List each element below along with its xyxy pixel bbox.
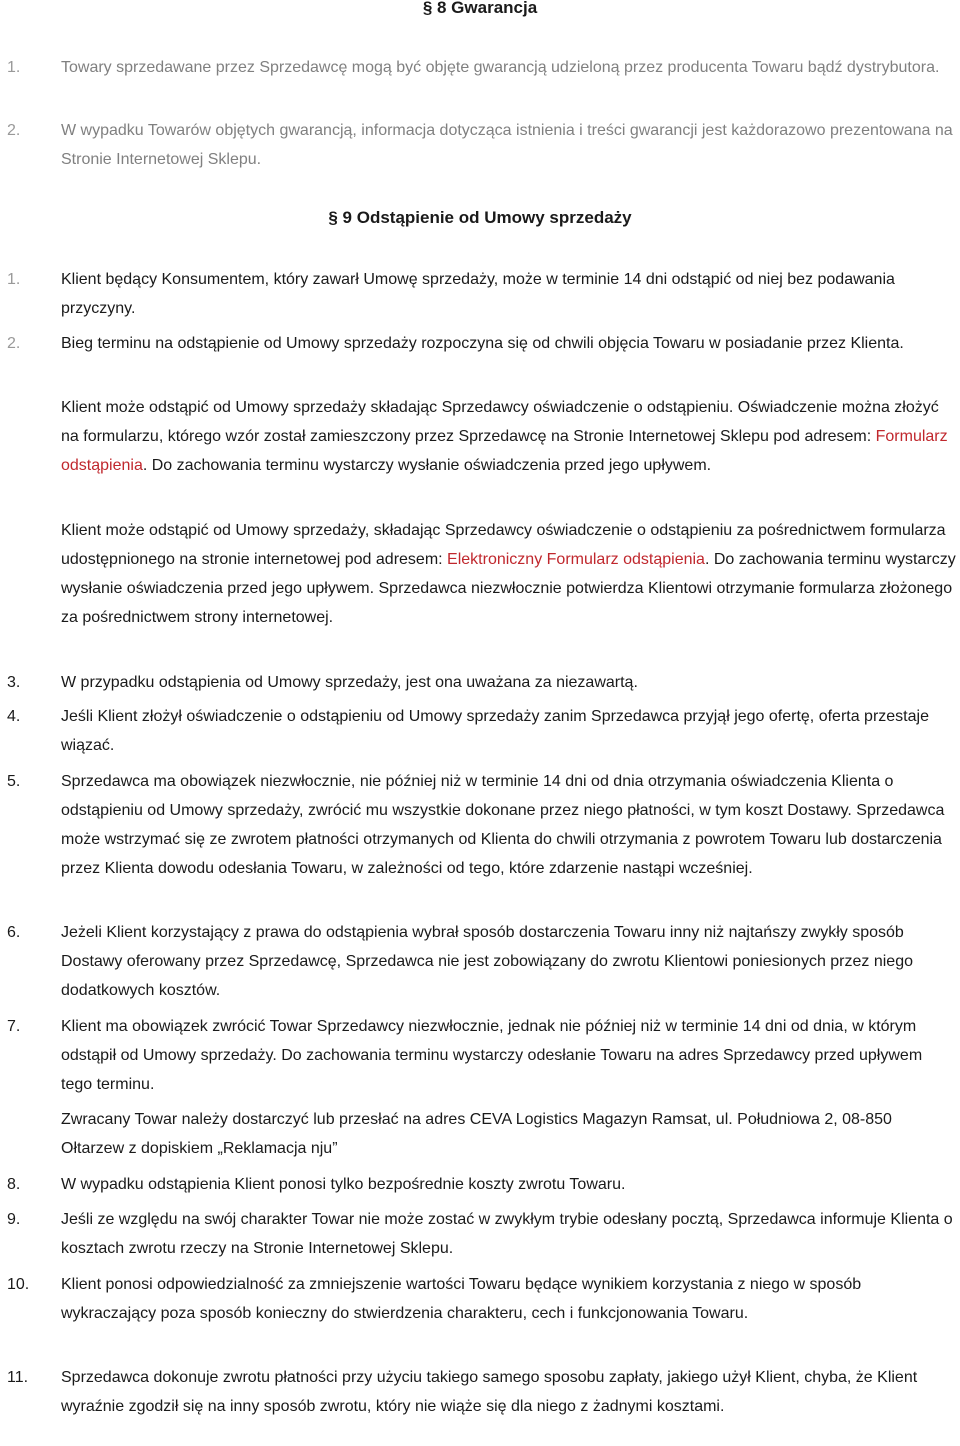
item-number: 6. — [7, 924, 21, 941]
s9-item-2-paragraph-a: Klient może odstąpić od Umowy sprzedaży składając Sprzedawcy oświadczenie o odstąpieniu. Oświadczenie można złożyć na formularzu, którego wzór został zamieszczony przez Sprzedawcę na Stronie Internetowej Sklepu pod adresem: Formularz odstąpienia. Do zachowania terminu wystarczy wysłanie oświadczenia przed jego upływem. — [61, 399, 948, 474]
item-number: 9. — [7, 1211, 21, 1228]
s9-item-4 — [0, 703, 960, 761]
section-9-heading: § 9 Odstąpienie od Umowy sprzedaży — [328, 208, 632, 227]
item-number: 7. — [7, 1018, 21, 1035]
item-text: Klient ponosi odpowiedzialność za zmniejszenie wartości Towaru będące wynikiem korzystania z niego w sposób wykraczający poza sposób konieczny do stwierdzenia charakteru, cech i funkcjonowania Towaru. — [61, 1276, 862, 1322]
item-number: 10. — [7, 1276, 30, 1293]
section-8-heading: § 8 Gwarancja — [422, 0, 538, 17]
item-number: 3. — [7, 674, 21, 691]
s9-item-10 — [0, 1271, 960, 1329]
item-text: W przypadku odstąpienia od Umowy sprzedaży, jest ona uważana za niezawartą. — [61, 674, 638, 691]
s8-item-1 — [0, 54, 960, 83]
item-text: Jeśli ze względu na swój charakter Towar nie może zostać w zwykłym trybie odesłany pocztą, Sprzedawca informuje Klienta o kosztach zwrotu rzeczy na Stronie Internetowej Sklepu. — [61, 1211, 953, 1257]
item-text: Bieg terminu na odstąpienie od Umowy sprzedaży rozpoczyna się od chwili objęcia Towaru w posiadanie przez Klienta. — [61, 335, 904, 352]
item-number: 11. — [7, 1369, 29, 1386]
item-text: Sprzedawca dokonuje zwrotu płatności przy użyciu takiego samego sposobu zapłaty, jakiego użył Klient, chyba, że Klient wyraźnie zgodził się na inny sposób zwrotu, który nie wiąże się dla niego z żadnymi kosztami. — [61, 1369, 918, 1415]
electronic-withdrawal-form-link[interactable]: Elektroniczny Formularz odstąpienia — [447, 550, 705, 568]
item-text: Klient będący Konsumentem, który zawarł Umowę sprzedaży, może w terminie 14 dni odstąpić od niej bez podawania przyczyny. — [61, 271, 895, 317]
s9-item-7 — [0, 1013, 960, 1100]
s9-item-8 — [0, 1171, 960, 1200]
s8-item-2 — [0, 117, 960, 175]
s9-item-6 — [0, 919, 960, 1006]
item-text: W wypadku odstąpienia Klient ponosi tylko bezpośrednie koszty zwrotu Towaru. — [61, 1176, 626, 1193]
s9-item-11 — [0, 1364, 960, 1422]
item-text: Towary sprzedawane przez Sprzedawcę mogą być objęte gwarancją udzieloną przez producenta Towaru bądź dystrybutora. — [61, 59, 940, 76]
item-number: 2. — [7, 122, 21, 139]
s9-item-9 — [0, 1206, 960, 1264]
item-number: 1. — [7, 59, 21, 76]
s9-item-2-paragraph-b: Klient może odstąpić od Umowy sprzedaży, składając Sprzedawcy oświadczenie o odstąpieniu za pośrednictwem formularza udostępnionego na stronie internetowej pod adresem: Elektroniczny Formularz odstąpienia. Do zachowania terminu wystarczy wysłanie oświadczenia przed jego upływem. Sprzedawca niezwłocznie potwierdza Klientowi otrzymanie formularza złożonego za pośrednictwem strony internetowej. — [61, 522, 956, 626]
s9-item-1 — [0, 266, 960, 324]
item-text: Klient ma obowiązek zwrócić Towar Sprzedawcy niezwłocznie, jednak nie później niż w terminie 14 dni od dnia, w którym odstąpił od Umowy sprzedaży. Do zachowania terminu wystarczy odesłanie Towaru na adres Sprzedawcy przed upływem tego terminu. — [61, 1018, 923, 1093]
item-number: 1. — [7, 271, 21, 288]
s9-item-5 — [0, 768, 960, 884]
s9-item-3 — [0, 669, 960, 698]
item-text: Sprzedawca ma obowiązek niezwłocznie, nie później niż w terminie 14 dni od dnia otrzymania oświadczenia Klienta o odstąpieniu od Umowy sprzedaży, zwrócić mu wszystkie dokonane przez niego płatności, w tym koszt Dostawy. Sprzedawca może wstrzymać się ze zwrotem płatności otrzymanych od Klienta do chwili otrzymania z powrotem Towaru lub dostarczenia przez Klienta dowodu odesłania Towaru, w zależności od tego, które zdarzenie nastąpi wcześniej. — [61, 773, 945, 877]
withdrawal-form-link[interactable]: Formularz odstąpienia — [61, 427, 948, 474]
item-text: W wypadku Towarów objętych gwarancją, informacja dotycząca istnienia i treści gwarancji jest każdorazowo prezentowana na Stronie Internetowej Sklepu. — [61, 122, 953, 168]
item-number: 5. — [7, 773, 21, 790]
item-number: 8. — [7, 1176, 21, 1193]
item-number: 4. — [7, 708, 21, 725]
item-number: 2. — [7, 335, 21, 352]
s9-item-7-return-address: Zwracany Towar należy dostarczyć lub przesłać na adres CEVA Logistics Magazyn Ramsat, ul. Południowa 2, 08-850 Ołtarzew z dopiskiem „Reklamacja nju” — [61, 1111, 892, 1157]
s9-item-2 — [0, 330, 960, 359]
item-text: Jeżeli Klient korzystający z prawa do odstąpienia wybrał sposób dostarczenia Towaru inny niż najtańszy zwykły sposób Dostawy oferowany przez Sprzedawcę, Sprzedawca nie jest zobowiązany do zwrotu Klientowi poniesionych przez niego dodatkowych kosztów. — [61, 924, 913, 999]
item-text: Jeśli Klient złożył oświadczenie o odstąpieniu od Umowy sprzedaży zanim Sprzedawca przyjął jego ofertę, oferta przestaje wiązać. — [61, 708, 929, 754]
